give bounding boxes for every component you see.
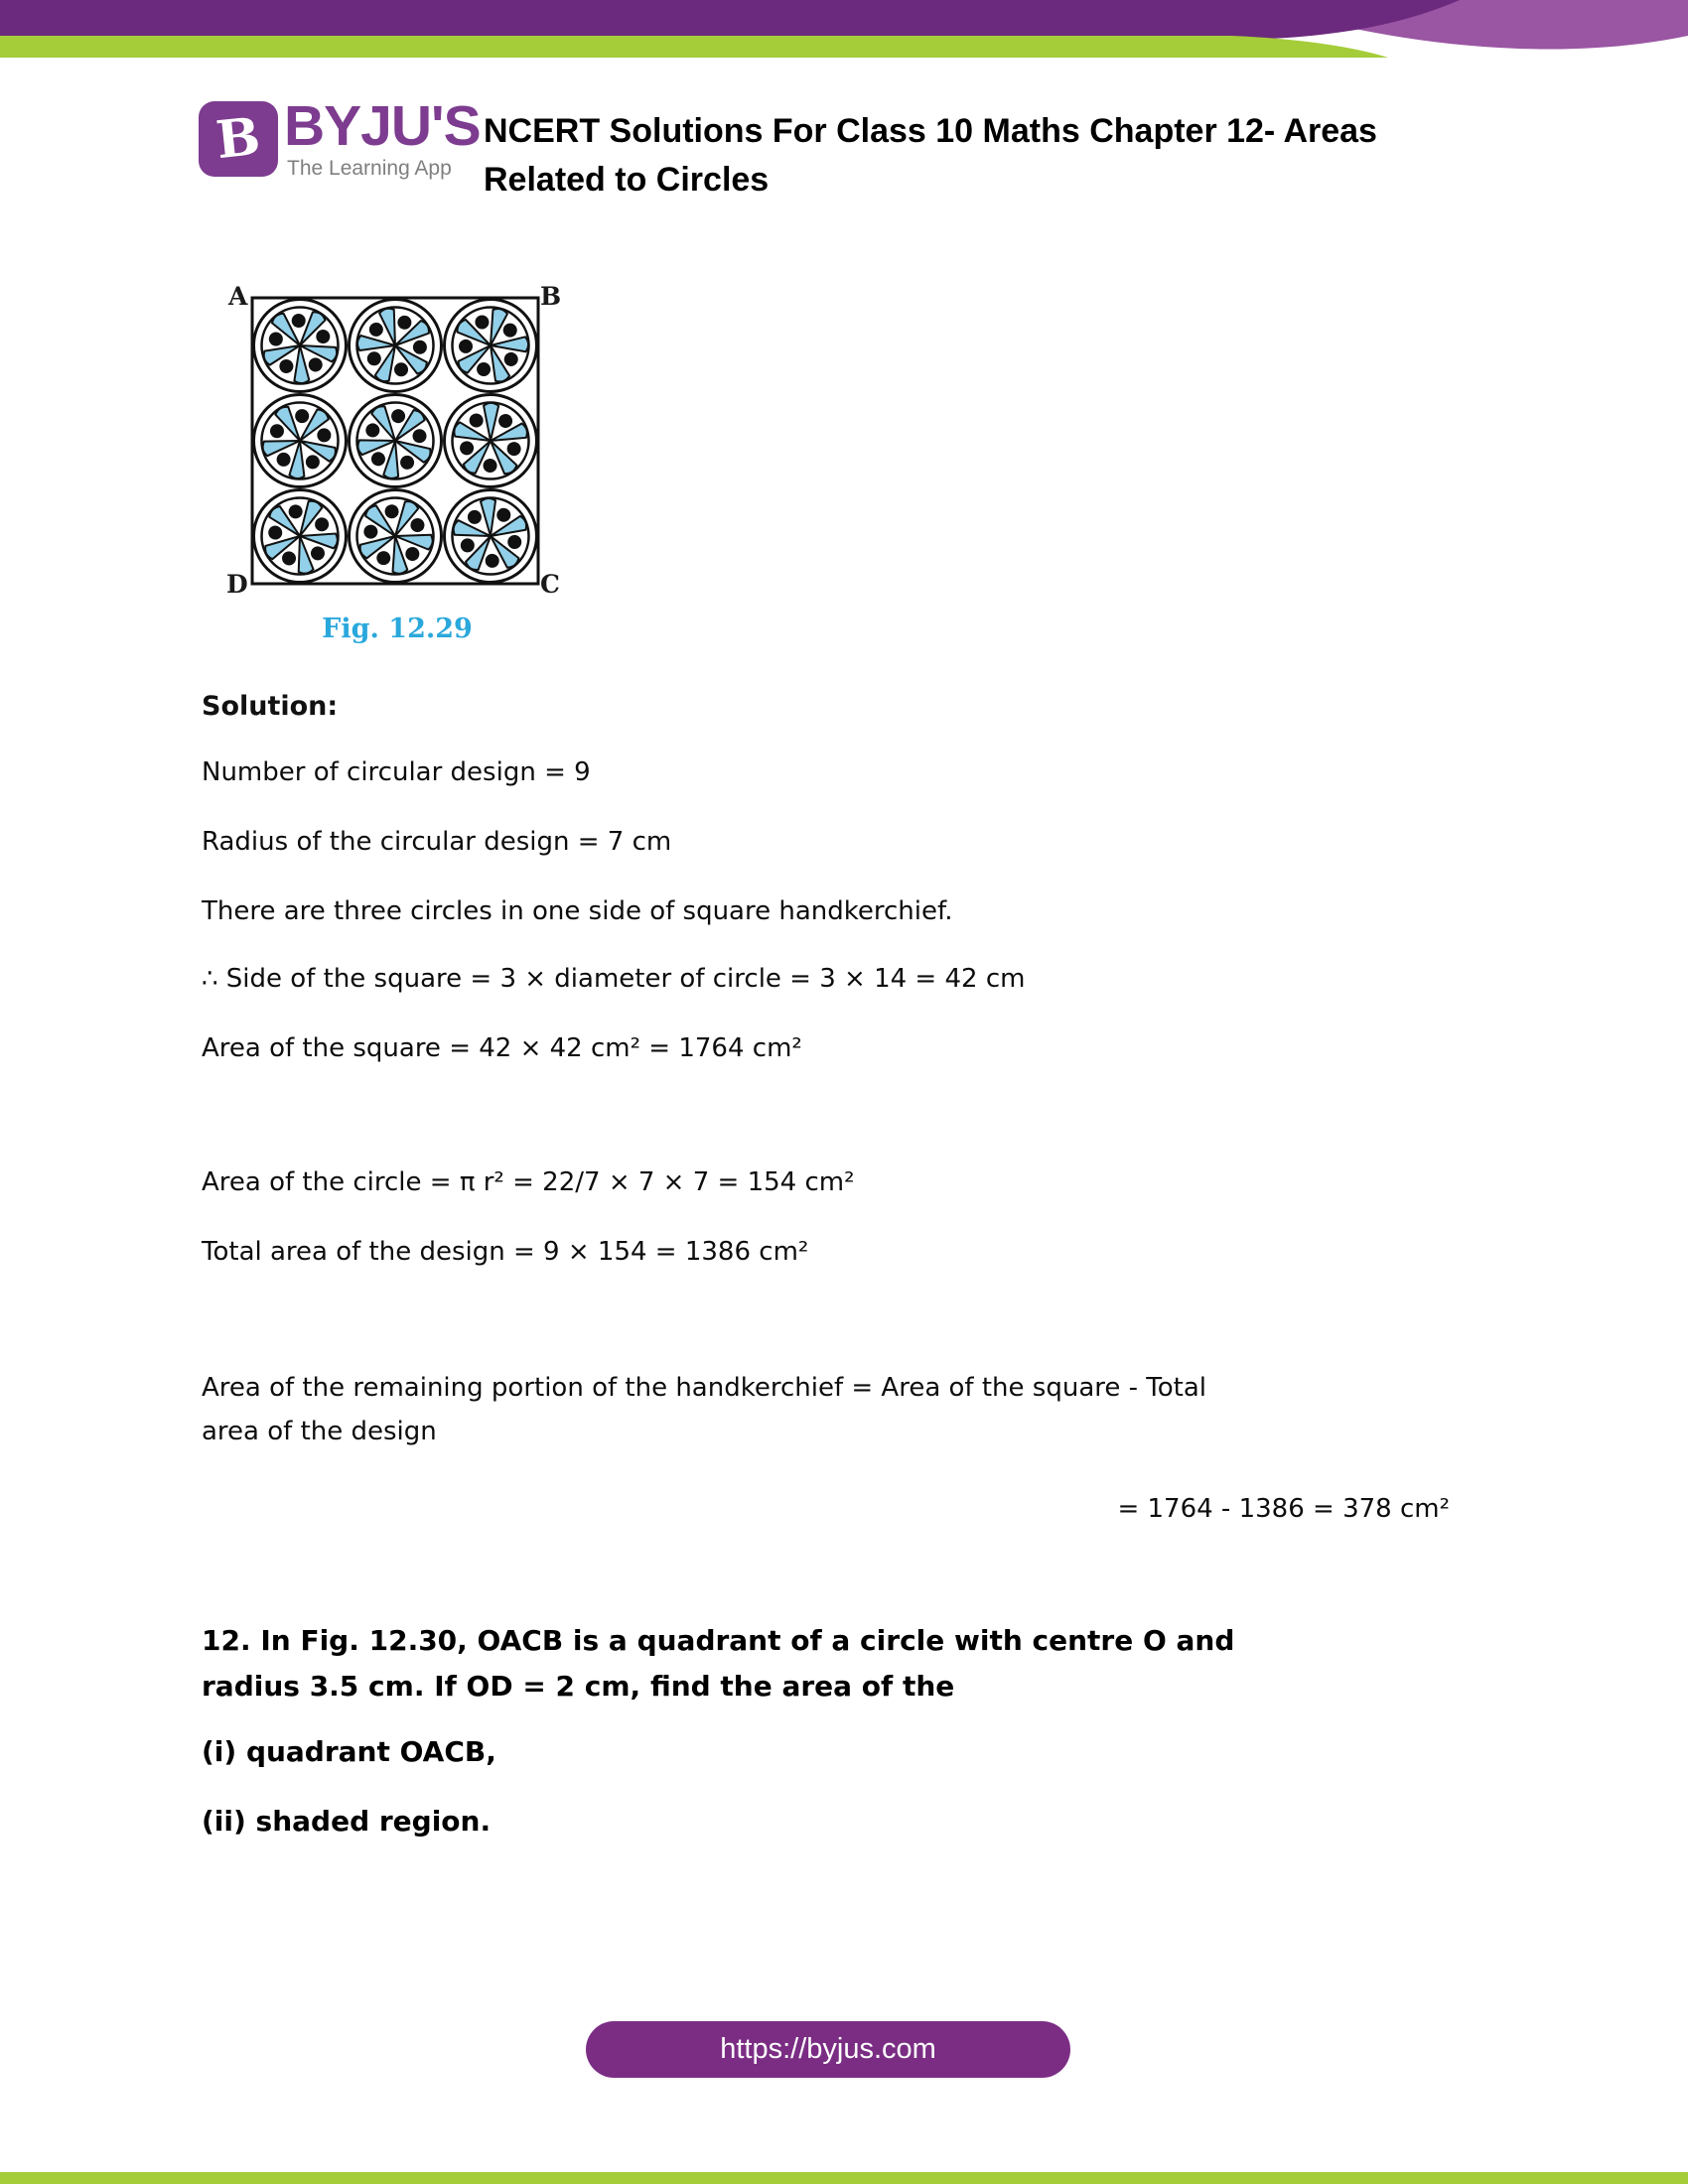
byjus-logo-icon [199, 101, 278, 177]
solution-heading: Solution: [202, 691, 339, 722]
header-banner [0, 0, 1688, 69]
page-title-line2: Related to Circles [484, 161, 770, 199]
figure-corner-label-d: D [226, 570, 248, 599]
solution-equation-result: = 1764 - 1386 = 378 cm² [1117, 1494, 1450, 1524]
question-12-line2: radius 3.5 cm. If OD = 2 cm, find the area of the [202, 1670, 955, 1703]
solution-line: Area of the square = 42 × 42 cm² = 1764 cm² [202, 1033, 802, 1063]
footer-green-band [0, 2172, 1688, 2184]
question-12-part-ii: (ii) shaded region. [202, 1805, 492, 1838]
handkerchief-figure-svg [226, 282, 568, 600]
solution-line: Number of circular design = 9 [202, 757, 591, 787]
solution-line: ∴ Side of the square = 3 × diameter of circle = 3 × 14 = 42 cm [202, 964, 1026, 994]
figure-corner-label-b: B [540, 282, 562, 311]
byjus-logo-letter: B [212, 105, 263, 172]
byjus-url-button[interactable] [586, 2021, 1070, 2078]
question-12-line1: 12. In Fig. 12.30, OACB is a quadrant of a circle with centre O and [202, 1624, 1235, 1657]
solution-line: There are three circles in one side of square handkerchief. [202, 896, 953, 926]
solution-line: Total area of the design = 9 × 154 = 1386 cm² [202, 1237, 809, 1267]
question-12-part-i: (i) quadrant OACB, [202, 1735, 496, 1768]
figure-corner-label-c: C [540, 570, 560, 599]
solution-line: area of the design [202, 1417, 437, 1446]
solution-line: Area of the remaining portion of the handkerchief = Area of the square - Total [202, 1373, 1206, 1403]
solution-line: Radius of the circular design = 7 cm [202, 827, 672, 857]
question-12-text [202, 1618, 1234, 1709]
figure-corner-label-a: A [228, 282, 248, 311]
solution-line: Area of the circle = π r² = 22/7 × 7 × 7 = 154 cm² [202, 1167, 855, 1197]
page-title [484, 107, 1576, 205]
header-band-green [0, 36, 1388, 58]
byjus-brand-text: BYJU'S [284, 94, 481, 158]
page-title-line1: NCERT Solutions For Class 10 Maths Chapter 12- Areas [484, 112, 1377, 150]
figure-caption: Fig. 12.29 [322, 614, 473, 644]
header-band-purple [0, 0, 1460, 40]
byjus-tagline: The Learning App [287, 157, 452, 180]
handkerchief-figure [226, 282, 568, 669]
byjus-url-text: https://byjus.com [720, 2033, 936, 2065]
